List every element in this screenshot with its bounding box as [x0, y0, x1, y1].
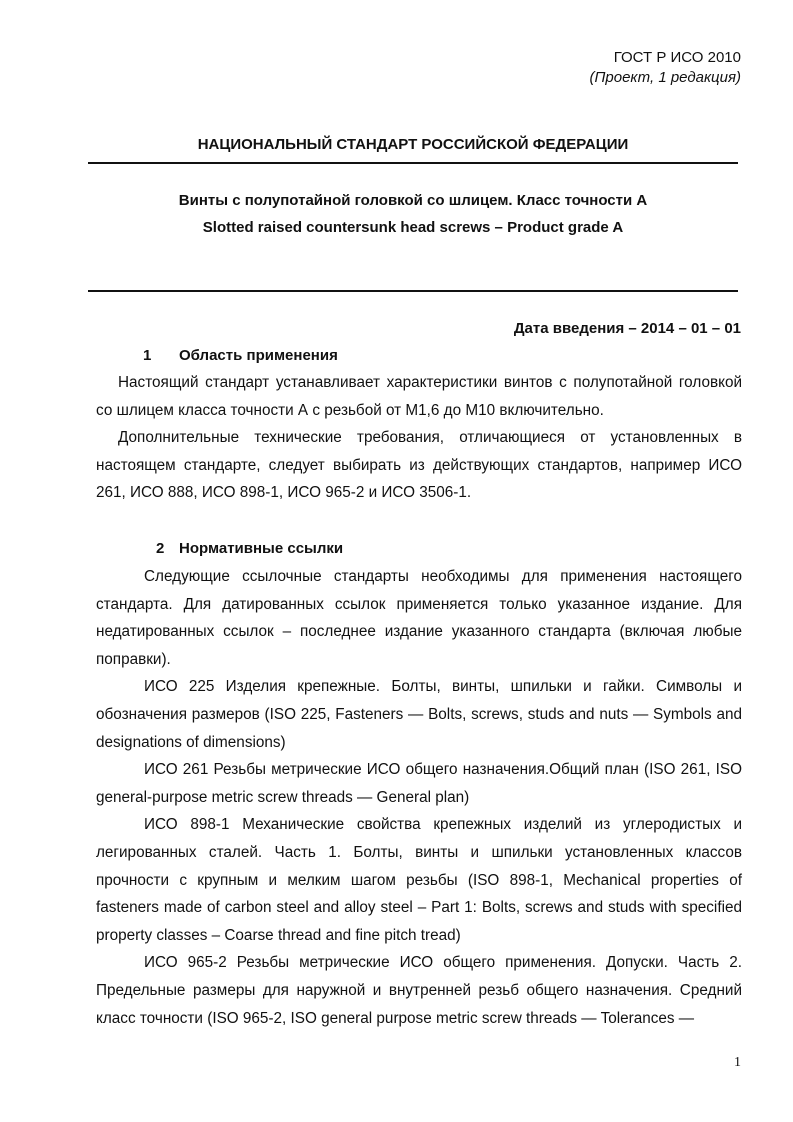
standard-code: ГОСТ Р ИСО 2010: [613, 49, 741, 66]
section-1-paragraph: Дополнительные технические требования, отличающиеся от установленных в настоящем стандарте, следует выбирать из действующих стандартов, например ИСО 261, ИСО 888, ИСО 898-1, ИСО 965-2 и ИСО 3506-1.: [96, 429, 742, 502]
section-1-paragraph: Настоящий стандарт устанавливает характеристики винтов с полупотайной головкой со шлицем класса точности А с резьбой от М1,6 до М10 включительно.: [96, 374, 742, 419]
section-2-title: Нормативные ссылки: [179, 540, 344, 557]
section-2-number: 2: [156, 540, 165, 557]
section-2-body: [96, 563, 742, 1032]
normative-reference: ИСО 965-2 Резьбы метрические ИСО общего применения. Допуски. Часть 2. Предельные размеры для наружной и внутренней резьб общего назначения. Средний класс точности (ISO 965-2, ISO general purpose metric screw threads — Tolerances —: [96, 954, 742, 1027]
document-title: НАЦИОНАЛЬНЫЙ СТАНДАРТ РОССИЙСКОЙ ФЕДЕРАЦИИ: [197, 136, 629, 153]
normative-reference: ИСО 261 Резьбы метрические ИСО общего назначения.Общий план (ISO 261, ISO general-purpose metric screw threads — General plan): [96, 761, 742, 806]
subtitle-rule: [88, 290, 738, 292]
document-header: [590, 48, 741, 88]
title-rule: [88, 162, 738, 164]
section-2-heading: [156, 540, 343, 557]
normative-reference: ИСО 898-1 Механические свойства крепежных изделий из углеродистых и легированных сталей. Часть 1. Болты, винты и шпильки установленных классов прочности с крупным и мелким шагом резьбы (ISO 898-1, Mechanical properties of fasteners made of carbon steel and alloy steel – Part 1: Bolts, screws and studs with specified property classes – Coarse thread and fine pitch tread): [96, 816, 742, 944]
subtitle-english: Slotted raised countersunk head screws – Product grade A: [202, 219, 624, 236]
subtitle-russian: Винты с полупотайной головкой со шлицем. Класс точности А: [178, 192, 648, 209]
section-1-title: Область применения: [179, 347, 338, 364]
section-1-heading: [143, 347, 338, 364]
section-1-number: 1: [143, 347, 152, 364]
normative-reference: ИСО 225 Изделия крепежные. Болты, винты, шпильки и гайки. Символы и обозначения размеров (ISO 225, Fasteners — Bolts, screws, studs and nuts — Symbols and designations of dimensions): [96, 678, 742, 751]
effective-date: Дата введения – 2014 – 01 – 01: [513, 320, 741, 337]
section-1-body: [96, 369, 742, 507]
edition-note: (Проект, 1 редакция): [589, 69, 741, 86]
page-number: 1: [734, 1055, 741, 1070]
section-2-paragraph: Следующие ссылочные стандарты необходимы для применения настоящего стандарта. Для датированных ссылок применяется только указанное издание. Для недатированных ссылок – последнее издание указанного стандарта (включая любые поправки).: [96, 568, 742, 668]
